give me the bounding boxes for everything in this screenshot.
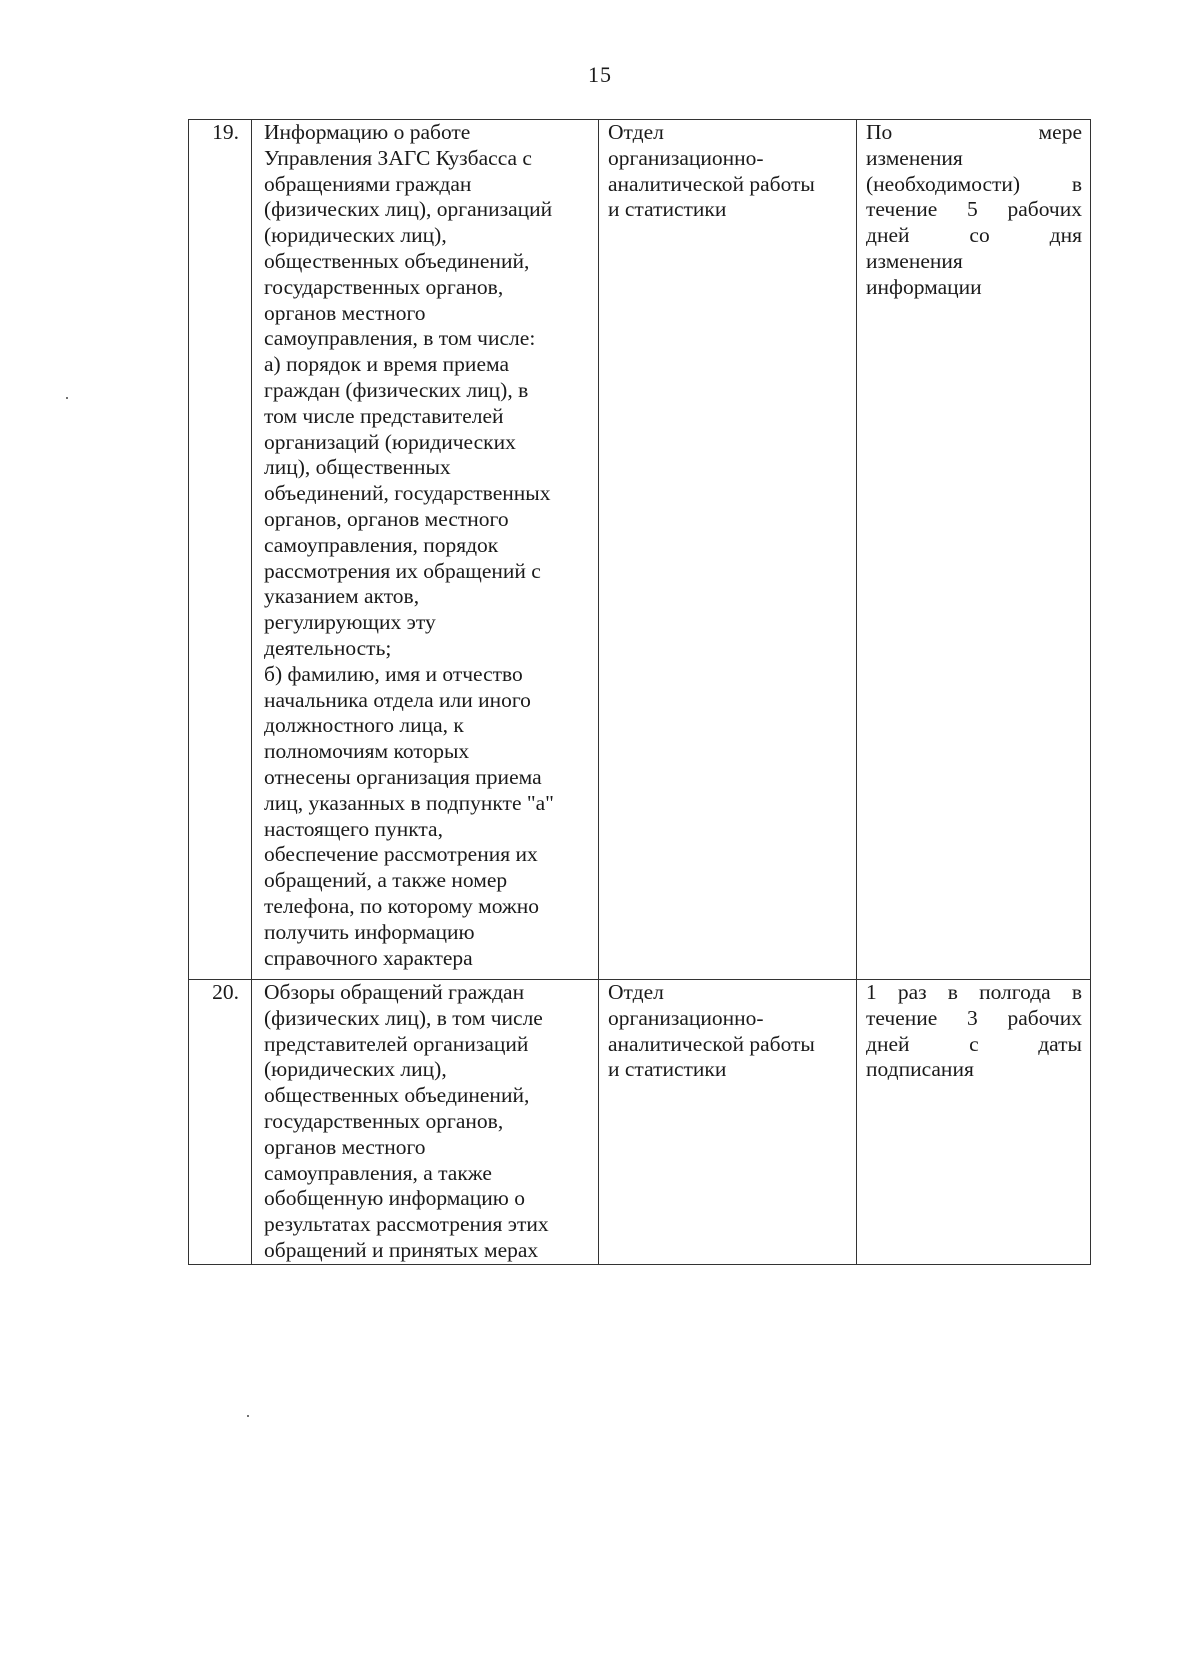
term-line [866,146,1082,172]
scan-speck [247,1415,249,1417]
term-line [866,172,1082,198]
row-number: 20. [189,980,252,1265]
term-line [866,1032,1082,1058]
table-row [189,120,1091,980]
term-word: (необходимости) [866,171,1021,196]
term-word: раз [897,980,927,1004]
term-word: 5 [967,197,978,222]
scan-speck [66,397,68,399]
term-word: дней [866,1031,910,1056]
term-word: течение [866,197,938,222]
term-line [866,249,1082,275]
term-word: мере [1038,120,1082,144]
term-word: рабочих [1007,197,1082,222]
term-word: в [947,980,958,1004]
row-department: Отдел организационно- аналитической работы и статистики [599,980,857,1265]
term-word: информации [866,274,982,299]
term-line [866,1006,1082,1032]
term-word: По [866,120,893,144]
table-row [189,980,1091,1265]
term-word: с [969,1031,979,1056]
term-line [866,980,1082,1006]
term-line [866,223,1082,249]
term-word: дня [1049,223,1082,248]
row-term [857,980,1091,1265]
term-word: течение [866,1005,938,1030]
row-department: Отдел организационно- аналитической работы и статистики [599,120,857,980]
term-word: изменения [866,145,963,170]
term-word: со [969,223,990,248]
term-word: полгода [979,980,1051,1004]
term-word: в [1071,171,1082,196]
term-line [866,197,1082,223]
row-description: Обзоры обращений граждан (физических лиц), в том числе представителей организаций (юридических лиц), общественных объединений, государственных органов, органов местного самоуправления, а также обобщенную информацию о результатах рассмотрения этих обращений и принятых мерах [252,980,599,1265]
row-term [857,120,1091,980]
term-word: изменения [866,248,963,273]
term-word: 1 [866,980,877,1004]
term-line [866,275,1082,301]
term-word: 3 [967,1005,978,1030]
document-table [188,119,1091,1265]
term-word: даты [1038,1031,1082,1056]
term-line [866,1057,1082,1083]
term-line [866,120,1082,146]
row-description: Информацию о работе Управления ЗАГС Кузбасса с обращениями граждан (физических лиц), организаций (юридических лиц), общественных объединений, государственных органов, органов местного самоуправления, в том числе: а) порядок и время приема граждан (физических лиц), в том числе представителей организаций (юридических лиц), общественных объединений, государственных органов, органов местного самоуправления, порядок рассмотрения их обращений с указанием актов, регулирующих эту деятельность; б) фамилию, имя и отчество начальника отдела или иного должностного лица, к полномочиям которых отнесены организация приема лиц, указанных в подпункте "а" настоящего пункта, обеспечение рассмотрения их обращений, а также номер телефона, по которому можно получить информацию справочного характера [252,120,599,980]
term-word: дней [866,223,910,248]
page-number: 15 [588,62,612,87]
term-word: в [1071,980,1082,1004]
row-number: 19. [189,120,252,980]
term-word: подписания [866,1057,974,1082]
term-word: рабочих [1007,1005,1082,1030]
